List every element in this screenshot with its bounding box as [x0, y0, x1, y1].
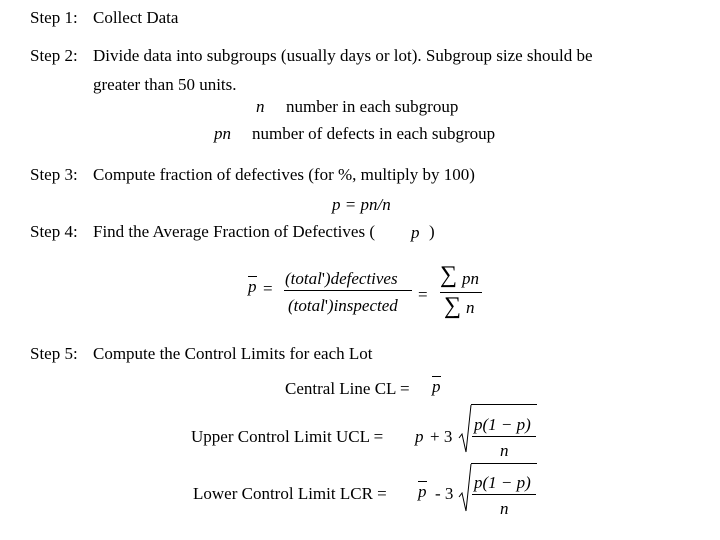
step4-p-symbol: p: [411, 223, 420, 242]
step4-label: Step 4:: [30, 222, 78, 241]
step4-close-paren: ): [429, 222, 435, 241]
ucl-fraction-bar: [472, 436, 536, 437]
sum-icon-denominator: ∑: [444, 293, 462, 319]
step2-label: Step 2:: [30, 46, 78, 65]
numerator-total-a: (total: [285, 269, 322, 288]
denominator-total-b: )inspected: [327, 296, 398, 315]
n-symbol: n: [256, 97, 265, 116]
sum-numerator: pn: [462, 269, 479, 288]
lcl-root-denominator: n: [500, 499, 509, 518]
lcl-fraction-bar: [472, 494, 536, 495]
n-definition: number in each subgroup: [286, 97, 459, 116]
ucl-p: p: [415, 427, 424, 446]
step5-label: Step 5:: [30, 344, 78, 363]
numerator-total-b: )defectives: [324, 269, 398, 288]
pbar-symbol: p: [248, 277, 257, 296]
step4-text: Find the Average Fraction of Defectives (: [93, 222, 375, 241]
lcl-root-numerator: p(1 − p): [474, 473, 531, 492]
lcl-root-bar: [471, 463, 537, 464]
ucl-root-denominator: n: [500, 441, 509, 460]
numerator-total: (total')defectives: [285, 269, 398, 288]
step3-text: Compute fraction of defectives (for %, multiply by 100): [93, 165, 475, 184]
lcl-sqrt-icon: [458, 463, 472, 513]
denominator-total-a: (total: [288, 296, 325, 315]
ucl-root-bar: [471, 404, 537, 405]
lcl-minus-three: - 3: [435, 484, 454, 503]
lcl-label: Lower Control Limit LCR =: [193, 484, 387, 503]
central-line-label: Central Line CL =: [285, 379, 410, 398]
step5-text: Compute the Control Limits for each Lot: [93, 344, 373, 363]
step1-text: Collect Data: [93, 8, 179, 27]
pn-definition: number of defects in each subgroup: [252, 124, 496, 143]
step3-label: Step 3:: [30, 165, 78, 184]
sum-denominator: n: [466, 298, 475, 317]
fraction-bar: [284, 290, 412, 291]
denominator-total: (total')inspected: [288, 296, 398, 315]
step2-text: Divide data into subgroups (usually days or lot). Subgroup size should be: [93, 46, 593, 65]
ucl-plus-three: + 3: [430, 427, 453, 446]
equals-sum: =: [418, 285, 428, 304]
fraction-formula: p = pn/n: [332, 195, 391, 214]
pbar-equals: =: [263, 279, 273, 298]
sum-icon: ∑: [440, 262, 458, 288]
pn-symbol: pn: [214, 124, 231, 143]
ucl-root-numerator: p(1 − p): [474, 415, 531, 434]
lcl-pbar: p: [418, 482, 427, 501]
ucl-sqrt-icon: [458, 404, 472, 454]
central-line-pbar: p: [432, 377, 441, 396]
step1-label: Step 1:: [30, 8, 78, 27]
ucl-label: Upper Control Limit UCL =: [191, 427, 384, 446]
step2-text-continued: greater than 50 units.: [93, 75, 237, 94]
